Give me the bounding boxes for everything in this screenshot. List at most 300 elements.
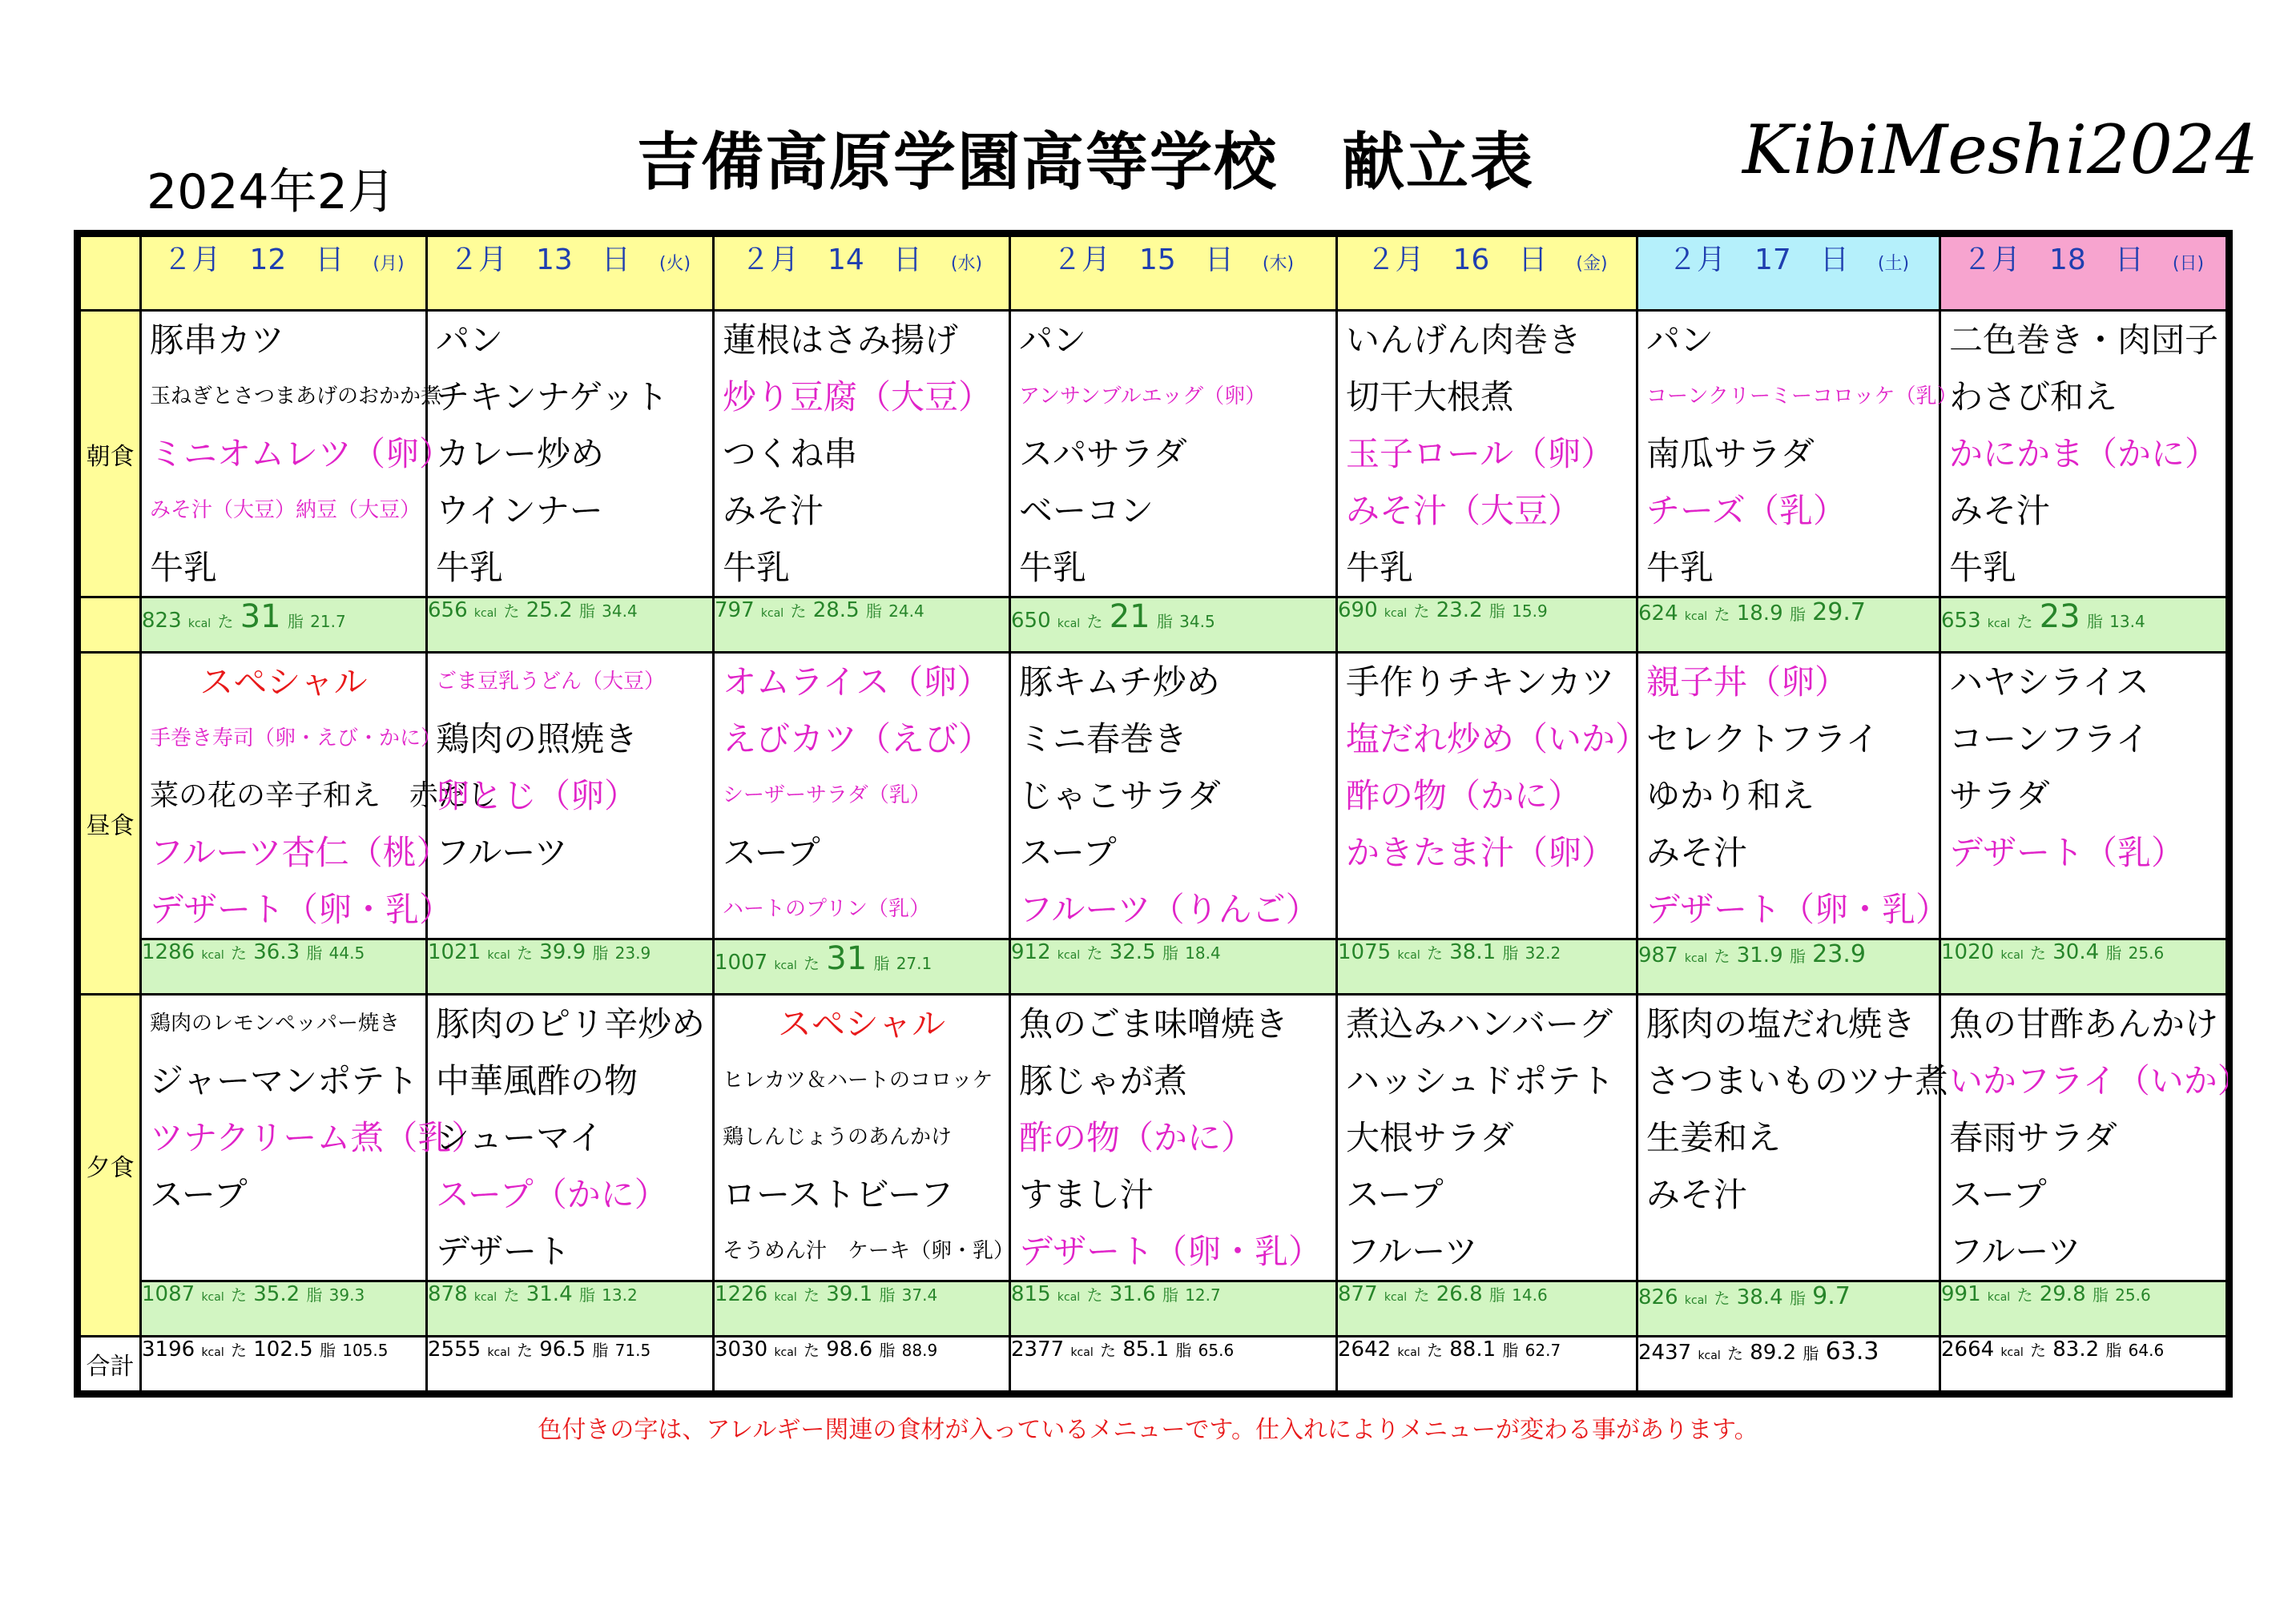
allergy-note: 色付きの字は、アレルギー関連の食材が入っているメニューです。仕入れによりメニューが変わる事があります。	[538, 1416, 1758, 1444]
date-day: 18	[2049, 243, 2086, 276]
menu-item: スープ	[723, 833, 820, 872]
menu-item: みそ汁	[1646, 833, 1748, 872]
date-header-row	[80, 236, 2227, 311]
menu-item	[1638, 1223, 1939, 1280]
fat-unit: 脂	[879, 1341, 896, 1360]
protein-unit: た	[1714, 947, 1730, 966]
fat-unit: 脂	[2092, 1285, 2109, 1305]
menu-item: デザート（卵・乳）	[1019, 1232, 1323, 1271]
kcal-value: 690	[1338, 598, 1378, 622]
menu-item: 牛乳	[1949, 548, 2017, 587]
menu-item: 菜の花の辛子和え 赤だし	[150, 779, 497, 812]
menu-item: パン	[1646, 320, 1714, 360]
fat-value: 24.4	[888, 601, 924, 621]
kcal-value: 1021	[428, 940, 481, 964]
fat-value: 32.2	[1525, 943, 1561, 963]
breakfast-nutrition-1	[427, 597, 714, 653]
breakfast-row	[80, 311, 2227, 597]
menu-item: 南瓜サラダ	[1646, 434, 1815, 473]
lunch-cell-4	[1337, 653, 1649, 939]
fat-value: 23.9	[1812, 940, 1866, 968]
date-header-3	[1010, 236, 1337, 311]
kcal-unit: kcal	[774, 959, 797, 972]
date-month: ２月	[740, 243, 799, 276]
kcal-unit: kcal	[487, 949, 510, 962]
date-header-2	[714, 236, 1010, 311]
protein-unit: た	[217, 612, 234, 631]
menu-item: ヒレカツ＆ハートのコロッケ	[723, 1068, 993, 1092]
menu-item: デザート（卵・乳）	[150, 890, 453, 929]
dinner-cell-6	[1940, 995, 2251, 1281]
protein-value: 31.6	[1109, 1282, 1156, 1306]
fat-value: 18.4	[1185, 943, 1221, 963]
menu-item: セレクトフライ	[1646, 719, 1879, 758]
menu-item: デザート	[436, 1232, 571, 1271]
kibimeshi-logo: KibiMeshi2024	[1742, 111, 2258, 189]
kcal-value: 2377	[1011, 1337, 1065, 1362]
lunch-row	[80, 653, 2227, 939]
nutrition-label-cell	[80, 597, 141, 653]
menu-item	[142, 1223, 425, 1280]
menu-item: すまし汁	[1019, 1175, 1154, 1214]
protein-value: 30.4	[2052, 940, 2100, 964]
fat-unit: 脂	[1156, 612, 1173, 631]
breakfast-nutrition-row	[80, 597, 2227, 653]
menu-item: 豚肉の塩だれ焼き	[1646, 1004, 1916, 1044]
kcal-value: 650	[1011, 609, 1051, 633]
kcal-value: 3030	[715, 1337, 768, 1362]
menu-item: 煮込みハンバーグ	[1346, 1004, 1613, 1044]
date-weekday: (日)	[2172, 254, 2205, 274]
kcal-unit: kcal	[2000, 1346, 2024, 1359]
kcal-unit: kcal	[774, 1346, 797, 1359]
fat-value: 25.6	[2128, 943, 2165, 963]
fat-value: 29.7	[1812, 598, 1866, 626]
fat-value: 34.4	[602, 601, 638, 621]
date-weekday: (水)	[950, 254, 983, 274]
menu-item: かにかま（かに）	[1949, 434, 2219, 473]
breakfast-cell-3	[1010, 311, 1337, 597]
dinner-label: 夕食	[80, 995, 141, 1337]
date-weekday: (土)	[1877, 254, 1910, 274]
menu-item: スープ	[150, 1175, 248, 1214]
kcal-value: 1226	[715, 1282, 768, 1306]
date-month: ２月	[1667, 243, 1726, 276]
fat-unit: 脂	[1502, 1341, 1519, 1360]
kcal-unit: kcal	[2000, 949, 2024, 962]
menu-item: 牛乳	[1646, 548, 1714, 587]
protein-value: 31	[240, 598, 281, 635]
lunch-cell-0	[141, 653, 497, 939]
breakfast-cell-5	[1637, 311, 1958, 597]
fat-unit: 脂	[1162, 1285, 1178, 1305]
protein-value: 38.4	[1736, 1285, 1783, 1309]
menu-item: 二色巻き・肉団子	[1949, 320, 2219, 360]
menu-item: 酢の物（かに）	[1019, 1118, 1255, 1157]
protein-unit: た	[516, 1341, 533, 1360]
menu-item: 豚肉のピリ辛炒め	[436, 1004, 706, 1044]
kcal-unit: kcal	[1397, 1346, 1420, 1359]
breakfast-cell-2	[714, 311, 1010, 597]
protein-value: 32.5	[1109, 940, 1156, 964]
menu-item: スパサラダ	[1019, 434, 1187, 473]
menu-item: 鶏肉のレモンペッパー焼き	[150, 1012, 401, 1036]
fat-unit: 脂	[879, 1285, 896, 1305]
menu-item: カレー炒め	[436, 434, 605, 473]
menu-item: わさび和え	[1949, 377, 2118, 416]
date-unit: 日	[1819, 243, 1849, 276]
fat-value: 88.9	[901, 1341, 938, 1360]
menu-item: かきたま汁（卵）	[1346, 833, 1616, 872]
dinner-nutrition-row	[80, 1281, 2227, 1337]
date-month: ２月	[163, 243, 221, 276]
date-unit: 日	[601, 243, 630, 276]
protein-value: 26.8	[1436, 1282, 1483, 1306]
protein-value: 18.9	[1736, 601, 1783, 625]
total-nutrition-0	[141, 1337, 427, 1392]
protein-value: 31.4	[526, 1282, 573, 1306]
menu-item: 牛乳	[1346, 548, 1414, 587]
lunch-nutrition-3	[1010, 939, 1337, 995]
kcal-value: 653	[1941, 609, 1981, 633]
fat-value: 37.4	[901, 1285, 938, 1305]
menu-item: そうめん汁 ケーキ（卵・乳）	[723, 1239, 1015, 1263]
lunch-nutrition-5	[1637, 939, 1940, 995]
menu-item: フルーツ杏仁（桃）	[150, 833, 450, 872]
protein-value: 35.2	[253, 1282, 300, 1306]
protein-unit: た	[516, 943, 533, 963]
menu-item: アンサンブルエッグ（卵）	[1019, 384, 1267, 408]
date-day: 15	[1139, 243, 1176, 276]
menu-item: シーザーサラダ（乳）	[723, 783, 931, 807]
fat-unit: 脂	[1488, 601, 1505, 621]
month-label: 2024年2月	[147, 164, 396, 220]
page-title: 吉備高原学園高等学校 献立表	[637, 127, 1535, 199]
menu-item: チキンナゲット	[436, 377, 669, 416]
date-month: ２月	[1052, 243, 1110, 276]
menu-item: 春雨サラダ	[1949, 1118, 2117, 1157]
protein-unit: た	[1086, 612, 1103, 631]
kcal-value: 991	[1941, 1282, 1981, 1306]
protein-unit: た	[1426, 1341, 1443, 1360]
date-weekday: (火)	[659, 254, 691, 274]
menu-item: 中華風酢の物	[436, 1061, 638, 1100]
menu-item: 玉ねぎとさつまあげのおかか煮	[150, 384, 442, 408]
menu-item: 炒り豆腐（大豆）	[723, 377, 993, 416]
fat-unit: 脂	[1803, 1344, 1819, 1363]
fat-value: 9.7	[1812, 1282, 1851, 1310]
menu-item: 玉子ロール（卵）	[1346, 434, 1615, 473]
protein-unit: た	[230, 943, 247, 963]
kcal-unit: kcal	[1397, 949, 1420, 962]
kcal-unit: kcal	[187, 617, 211, 630]
date-unit: 日	[892, 243, 922, 276]
breakfast-nutrition-4	[1337, 597, 1637, 653]
fat-value: 64.6	[2128, 1341, 2165, 1360]
menu-item: ツナクリーム煮（乳）	[150, 1118, 485, 1157]
menu-item: ゆかり和え	[1646, 776, 1815, 815]
menu-item: 牛乳	[150, 548, 218, 587]
kcal-unit: kcal	[1684, 952, 1708, 965]
kcal-value: 987	[1638, 943, 1678, 967]
menu-item: 牛乳	[723, 548, 791, 587]
lunch-cell-6	[1940, 653, 2227, 939]
protein-value: 102.5	[253, 1337, 313, 1362]
protein-value: 23	[2039, 598, 2080, 635]
menu-table	[79, 235, 2251, 1393]
kcal-value: 2642	[1338, 1337, 1392, 1362]
fat-value: 62.7	[1525, 1341, 1561, 1360]
fat-value: 44.5	[328, 943, 365, 963]
menu-item: みそ汁	[1949, 491, 2051, 530]
kcal-unit: kcal	[1684, 1294, 1708, 1307]
date-header-4	[1337, 236, 1637, 311]
total-nutrition-6	[1940, 1337, 2227, 1392]
fat-unit: 脂	[287, 612, 304, 631]
kcal-value: 2664	[1941, 1337, 1995, 1362]
dinner-cell-2	[714, 995, 1015, 1281]
protein-unit: た	[2029, 943, 2046, 963]
menu-item: パン	[1019, 320, 1087, 360]
date-unit: 日	[2114, 243, 2144, 276]
protein-unit: た	[1726, 1344, 1743, 1363]
menu-item: 手巻き寿司（卵・えび・かに）	[150, 726, 442, 750]
protein-value: 38.1	[1449, 940, 1496, 964]
total-nutrition-5	[1637, 1337, 1940, 1392]
date-header-1	[427, 236, 714, 311]
protein-unit: た	[1413, 601, 1430, 621]
menu-item: みそ汁	[1646, 1175, 1748, 1214]
lunch-nutrition-6	[1940, 939, 2227, 995]
date-unit: 日	[315, 243, 344, 276]
fat-unit: 脂	[2105, 1341, 2122, 1360]
menu-item: 豚じゃが煮	[1019, 1061, 1188, 1100]
kcal-unit: kcal	[201, 949, 224, 962]
menu-item: さつまいものツナ煮	[1646, 1061, 1949, 1100]
kcal-unit: kcal	[1684, 610, 1708, 623]
protein-unit: た	[1426, 943, 1443, 963]
menu-item: 鶏肉の照焼き	[436, 719, 638, 758]
protein-unit: た	[2029, 1341, 2046, 1360]
menu-item: パン	[436, 320, 504, 360]
protein-unit: た	[1086, 943, 1103, 963]
dinner-nutrition-3	[1010, 1281, 1337, 1337]
fat-value: 25.6	[2115, 1285, 2151, 1305]
lunch-nutrition-row	[80, 939, 2227, 995]
kcal-unit: kcal	[487, 1346, 510, 1359]
protein-value: 29.8	[2039, 1282, 2086, 1306]
protein-unit: た	[1714, 1289, 1730, 1308]
protein-unit: た	[790, 601, 807, 621]
protein-value: 31.9	[1736, 943, 1783, 967]
menu-item: 親子丼（卵）	[1646, 662, 1849, 702]
kcal-value: 1075	[1338, 940, 1392, 964]
total-nutrition-1	[427, 1337, 714, 1392]
kcal-unit: kcal	[473, 1291, 497, 1304]
menu-item: じゃこサラダ	[1019, 776, 1221, 815]
dinner-cell-3	[1010, 995, 1337, 1281]
fat-value: 21.7	[310, 612, 346, 631]
fat-unit: 脂	[319, 1341, 336, 1360]
menu-item: ローストビーフ	[723, 1175, 954, 1214]
menu-item: フルーツ	[436, 833, 568, 872]
breakfast-nutrition-5	[1637, 597, 1940, 653]
lunch-cell-2	[714, 653, 1010, 939]
kcal-value: 3196	[142, 1337, 195, 1362]
menu-item: 豚串カツ	[150, 320, 285, 360]
dinner-nutrition-6	[1940, 1281, 2227, 1337]
menu-item: 切干大根煮	[1346, 377, 1515, 416]
menu-item: スペシャル	[777, 1004, 946, 1044]
protein-value: 96.5	[539, 1337, 586, 1362]
menu-item: 魚の甘酢あんかけ	[1949, 1004, 2219, 1044]
dinner-nutrition-4	[1337, 1281, 1637, 1337]
menu-item: つくね串	[723, 434, 858, 473]
dinner-nutrition-5	[1637, 1281, 1940, 1337]
breakfast-cell-6	[1940, 311, 2227, 597]
kcal-unit: kcal	[1384, 1291, 1408, 1304]
date-weekday: (木)	[1262, 254, 1295, 274]
menu-item: スープ	[1949, 1175, 2047, 1214]
dinner-nutrition-1	[427, 1281, 714, 1337]
date-month: ２月	[1366, 243, 1424, 276]
menu-item: 魚のごま味噌焼き	[1019, 1004, 1289, 1044]
fat-value: 13.2	[602, 1285, 638, 1305]
date-month: ２月	[449, 243, 507, 276]
lunch-cell-5	[1637, 653, 1950, 939]
menu-item: 蓮根はさみ揚げ	[723, 320, 959, 360]
protein-value: 23.2	[1436, 598, 1483, 622]
kcal-unit: kcal	[1698, 1349, 1721, 1362]
fat-value: 15.9	[1512, 601, 1548, 621]
menu-item: ハヤシライス	[1949, 662, 2149, 702]
fat-value: 63.3	[1825, 1337, 1879, 1366]
kcal-unit: kcal	[1070, 1346, 1094, 1359]
fat-unit: 脂	[306, 943, 323, 963]
menu-item: スープ	[1019, 833, 1117, 872]
kcal-value: 2437	[1638, 1341, 1692, 1365]
protein-unit: た	[803, 954, 820, 973]
menu-item: コーンクリーミーコロッケ（乳）	[1646, 384, 1958, 408]
menu-item: 大根サラダ	[1346, 1118, 1514, 1157]
dinner-cell-0	[141, 995, 485, 1281]
protein-value: 39.9	[539, 940, 586, 964]
protein-value: 83.2	[2052, 1337, 2100, 1362]
fat-unit: 脂	[592, 1341, 609, 1360]
breakfast-nutrition-2	[714, 597, 1010, 653]
menu-item: ミニ春巻き	[1019, 719, 1188, 758]
menu-item: いかフライ（いか）	[1949, 1061, 2251, 1100]
menu-item	[1338, 881, 1636, 938]
protein-value: 89.2	[1750, 1341, 1797, 1365]
protein-unit: た	[1086, 1285, 1103, 1305]
menu-item	[428, 881, 712, 938]
fat-unit: 脂	[578, 1285, 595, 1305]
kcal-value: 815	[1011, 1282, 1051, 1306]
menu-item: みそ汁	[723, 491, 824, 530]
menu-item: えびカツ（えび）	[723, 719, 993, 758]
kcal-unit: kcal	[1057, 1291, 1081, 1304]
menu-item: チーズ（乳）	[1646, 491, 1847, 530]
menu-item: 卵とじ（卵）	[436, 776, 638, 815]
menu-item: ハートのプリン（乳）	[723, 897, 930, 921]
fat-unit: 脂	[1502, 943, 1519, 963]
kcal-value: 797	[715, 598, 755, 622]
lunch-label: 昼食	[80, 653, 141, 995]
fat-value: 105.5	[342, 1341, 389, 1360]
kcal-unit: kcal	[473, 607, 497, 620]
protein-unit: た	[230, 1285, 247, 1305]
menu-item: ウインナー	[436, 491, 603, 530]
menu-item	[1941, 881, 2226, 938]
kcal-unit: kcal	[1987, 617, 2011, 630]
kcal-unit: kcal	[1987, 1291, 2011, 1304]
total-nutrition-4	[1337, 1337, 1637, 1392]
protein-unit: た	[1099, 1341, 1116, 1360]
lunch-nutrition-4	[1337, 939, 1637, 995]
date-day: 16	[1452, 243, 1490, 276]
dinner-nutrition-2	[714, 1281, 1010, 1337]
fat-unit: 脂	[2086, 612, 2103, 631]
dinner-cell-5	[1637, 995, 1949, 1281]
breakfast-nutrition-0	[141, 597, 427, 653]
total-label: 合計	[80, 1337, 141, 1392]
menu-item: ベーコン	[1019, 491, 1154, 530]
fat-unit: 脂	[1789, 947, 1806, 966]
menu-item: デザート（乳）	[1949, 833, 2185, 872]
menu-item: みそ汁（大豆）納豆（大豆）	[150, 498, 421, 522]
fat-value: 23.9	[614, 943, 651, 963]
menu-item: 手作りチキンカツ	[1346, 662, 1615, 702]
dinner-cell-1	[427, 995, 714, 1281]
date-header-5	[1637, 236, 1940, 311]
fat-unit: 脂	[2105, 943, 2122, 963]
menu-item: コーンフライ	[1949, 719, 2149, 758]
kcal-value: 877	[1338, 1282, 1378, 1306]
kcal-value: 878	[428, 1282, 468, 1306]
protein-value: 88.1	[1449, 1337, 1496, 1362]
kcal-unit: kcal	[1384, 607, 1408, 620]
kcal-value: 2555	[428, 1337, 481, 1362]
fat-unit: 脂	[1175, 1341, 1192, 1360]
menu-item: 生姜和え	[1646, 1118, 1782, 1157]
date-day: 17	[1754, 243, 1791, 276]
menu-item: みそ汁（大豆）	[1346, 491, 1582, 530]
dinner-row	[80, 995, 2227, 1281]
protein-unit: た	[1714, 605, 1730, 624]
lunch-nutrition-0	[141, 939, 427, 995]
menu-item: ミニオムレツ（卵）	[150, 434, 453, 473]
protein-value: 28.5	[812, 598, 860, 622]
menu-item: 牛乳	[1019, 548, 1087, 587]
protein-value: 25.2	[526, 598, 573, 622]
date-header-0	[141, 236, 427, 311]
kcal-unit: kcal	[201, 1346, 224, 1359]
fat-value: 65.6	[1198, 1341, 1235, 1360]
fat-value: 39.3	[328, 1285, 365, 1305]
menu-item: フルーツ	[1346, 1232, 1478, 1271]
protein-unit: た	[503, 601, 520, 621]
menu-item: オムライス（卵）	[723, 662, 991, 702]
date-weekday: (金)	[1576, 254, 1608, 274]
kcal-value: 1007	[715, 951, 768, 975]
menu-item: 塩だれ炒め（いか）	[1346, 719, 1649, 758]
fat-unit: 脂	[1488, 1285, 1505, 1305]
fat-unit: 脂	[873, 954, 890, 973]
menu-item: フルーツ	[1949, 1232, 2081, 1271]
kcal-unit: kcal	[760, 607, 784, 620]
fat-value: 12.7	[1185, 1285, 1221, 1305]
